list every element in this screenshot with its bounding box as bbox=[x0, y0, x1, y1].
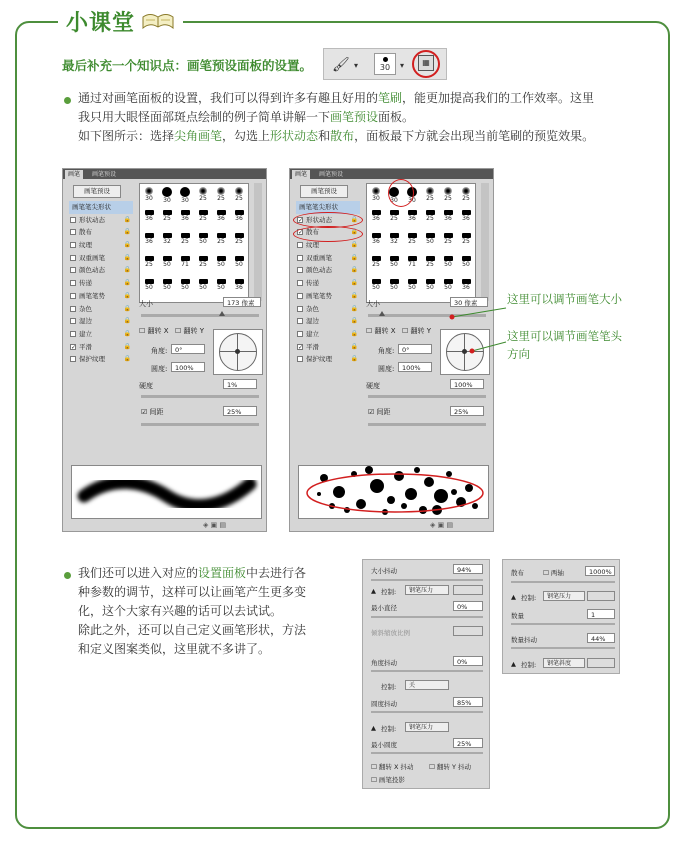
option-label: 传递 bbox=[79, 279, 92, 288]
flipx-jitter-checkbox[interactable]: ☐ 翻转 X 抖动 bbox=[371, 763, 414, 771]
lock-icon[interactable]: 🔒 bbox=[350, 279, 358, 287]
option-label: 形状动态 bbox=[79, 215, 105, 224]
control-select[interactable]: 钢笔压力 bbox=[405, 722, 449, 732]
brush-tip[interactable]: 36 bbox=[403, 209, 421, 226]
brush-option[interactable] bbox=[296, 252, 360, 265]
option-checkbox[interactable] bbox=[70, 356, 76, 362]
option-label: 传递 bbox=[306, 279, 319, 288]
brush-tip[interactable]: 50 bbox=[212, 278, 230, 295]
option-label: 画笔笔尖形状 bbox=[299, 203, 338, 211]
lock-icon[interactable]: 🔒 bbox=[123, 241, 131, 249]
brush-tip[interactable]: 50 bbox=[140, 278, 158, 295]
brush-tip[interactable]: 25 bbox=[367, 255, 385, 272]
brush-tip[interactable]: 25 bbox=[194, 255, 212, 272]
brush-tip[interactable]: 25 bbox=[158, 209, 176, 226]
brush-tip[interactable]: 36 bbox=[457, 278, 475, 295]
warning-icon: ▲ bbox=[511, 660, 516, 668]
size-slider[interactable] bbox=[141, 314, 259, 317]
scatter-label: 散布 bbox=[511, 569, 524, 577]
lock-icon[interactable]: 🔒 bbox=[123, 317, 131, 325]
brush-tip[interactable]: 36 bbox=[140, 232, 158, 249]
brush-tip[interactable]: 30 bbox=[403, 186, 421, 203]
hardness-slider[interactable] bbox=[141, 395, 259, 398]
panel-tab[interactable]: 画笔 bbox=[292, 170, 310, 179]
brush-tip[interactable]: 50 bbox=[439, 278, 457, 295]
flipy-jitter-checkbox[interactable]: ☐ 翻转 Y 抖动 bbox=[429, 763, 472, 771]
min-round-field[interactable]: 25% bbox=[453, 738, 483, 748]
brush-tip[interactable]: 32 bbox=[385, 232, 403, 249]
count-field[interactable]: 1 bbox=[587, 609, 615, 619]
slider-knob[interactable] bbox=[379, 311, 385, 316]
lock-icon[interactable]: 🔒 bbox=[350, 329, 358, 337]
control-select[interactable]: 钢笔斜度 bbox=[543, 658, 585, 668]
book-icon bbox=[141, 12, 175, 32]
tilt-scale-label: 倾斜缩放比例 bbox=[371, 629, 410, 637]
option-label: 保护纹理 bbox=[306, 355, 332, 364]
lock-icon[interactable]: 🔒 bbox=[350, 241, 358, 249]
panel-footer-icons[interactable]: ◈ ▣ ▤ bbox=[203, 521, 227, 529]
roundness-field[interactable]: 100% bbox=[398, 362, 432, 372]
brush-option[interactable] bbox=[69, 353, 133, 366]
brush-tip[interactable]: 50 bbox=[158, 278, 176, 295]
annotation-size: 这里可以调节画笔大小 bbox=[507, 292, 622, 306]
angle-label: 角度: bbox=[378, 347, 395, 355]
annotation-lines bbox=[440, 290, 510, 360]
lock-icon[interactable]: 🔒 bbox=[123, 329, 131, 337]
brush-tip[interactable]: 25 bbox=[194, 186, 212, 203]
panel-tab[interactable]: 画笔 bbox=[65, 170, 83, 179]
tilt-scale-field[interactable] bbox=[453, 626, 483, 636]
brush-tip[interactable]: 25 bbox=[439, 186, 457, 203]
brush-tip[interactable]: 36 bbox=[230, 278, 248, 295]
control-label: 控制: bbox=[521, 594, 537, 602]
both-axes-checkbox[interactable]: ☐ 两轴 bbox=[543, 569, 564, 577]
scatter-panel bbox=[502, 559, 620, 674]
brush-tip[interactable]: 50 bbox=[194, 278, 212, 295]
brush-option[interactable] bbox=[69, 341, 133, 354]
round-jitter-label: 圆度抖动 bbox=[371, 700, 397, 708]
brush-tip[interactable]: 25 bbox=[176, 232, 194, 249]
min-diameter-field[interactable]: 0% bbox=[453, 601, 483, 611]
control-label: 控制: bbox=[381, 683, 397, 691]
lock-icon[interactable]: 🔒 bbox=[123, 266, 131, 274]
brush-tip[interactable]: 50 bbox=[385, 278, 403, 295]
angle-field[interactable]: 0° bbox=[171, 344, 205, 354]
brush-option[interactable] bbox=[296, 303, 360, 316]
brush-preview bbox=[298, 465, 489, 519]
brush-preset-button[interactable]: 画笔预设 bbox=[73, 185, 121, 198]
brush-option[interactable] bbox=[69, 277, 133, 290]
brush-tip[interactable]: 36 bbox=[230, 209, 248, 226]
count-label: 数量 bbox=[511, 612, 524, 620]
option-checkbox[interactable] bbox=[297, 255, 303, 261]
option-checkbox[interactable] bbox=[70, 255, 76, 261]
count-jitter-field[interactable]: 44% bbox=[587, 633, 615, 643]
brush-tip[interactable]: 25 bbox=[212, 186, 230, 203]
brush-tip[interactable]: 25 bbox=[457, 186, 475, 203]
brush-tip[interactable]: 25 bbox=[421, 186, 439, 203]
lead-text: 最后补充一个知识点：画笔预设面板的设置。 bbox=[62, 58, 313, 73]
brush-tip[interactable]: 36 bbox=[439, 209, 457, 226]
highlight-circle bbox=[293, 226, 363, 242]
brush-option[interactable] bbox=[69, 252, 133, 265]
brush-tip[interactable]: 36 bbox=[457, 209, 475, 226]
brush-tip[interactable]: 36 bbox=[176, 209, 194, 226]
size-jitter-label: 大小抖动 bbox=[371, 567, 397, 575]
option-checkbox[interactable] bbox=[70, 242, 76, 248]
brush-tip[interactable]: 50 bbox=[194, 232, 212, 249]
option-checkbox[interactable]: ✓ bbox=[298, 216, 304, 224]
brush-tip-grid bbox=[366, 183, 476, 303]
option-checkbox[interactable] bbox=[70, 267, 76, 273]
size-jitter-field[interactable]: 94% bbox=[453, 564, 483, 574]
brush-preview bbox=[71, 465, 262, 519]
option-label: 保护纹理 bbox=[79, 355, 105, 364]
brush-panel-left bbox=[62, 168, 267, 532]
count-jitter-label: 数量抖动 bbox=[511, 636, 537, 644]
brush-tip-grid bbox=[139, 183, 249, 303]
lock-icon[interactable]: 🔒 bbox=[350, 266, 358, 274]
option-label: 画笔笔势 bbox=[306, 291, 332, 300]
ps-toolbar bbox=[323, 48, 447, 80]
lock-icon[interactable]: 🔒 bbox=[350, 228, 358, 236]
brush-option[interactable] bbox=[296, 277, 360, 290]
brush-size-picker[interactable] bbox=[374, 53, 396, 75]
brush-tip[interactable]: 25 bbox=[439, 232, 457, 249]
brush-tip[interactable]: 25 bbox=[230, 232, 248, 249]
option-checkbox[interactable] bbox=[297, 242, 303, 248]
option-label: 散布 bbox=[79, 228, 92, 237]
roundness-field[interactable]: 100% bbox=[171, 362, 205, 372]
chevron-down-icon[interactable]: ▾ bbox=[354, 61, 359, 70]
brush-preset-button[interactable]: 画笔预设 bbox=[300, 185, 348, 198]
warning-icon: ▲ bbox=[511, 593, 516, 601]
brush-tip[interactable]: 25 bbox=[230, 186, 248, 203]
brush-option[interactable] bbox=[296, 353, 360, 366]
angle-jitter-field[interactable]: 0% bbox=[453, 656, 483, 666]
min-round-label: 最小圆度 bbox=[371, 741, 397, 749]
option-checkbox[interactable]: ✓ bbox=[298, 229, 304, 237]
brush-tip[interactable]: 50 bbox=[212, 255, 230, 272]
panel-tab[interactable]: 画笔预设 bbox=[92, 171, 117, 178]
option-label: 散布 bbox=[306, 228, 319, 237]
spacing-field[interactable]: 25% bbox=[223, 406, 257, 416]
option-label: 双重画笔 bbox=[306, 253, 332, 262]
brush-tip[interactable]: 36 bbox=[367, 232, 385, 249]
option-label: 双重画笔 bbox=[79, 253, 105, 262]
lock-icon[interactable]: 🔒 bbox=[350, 342, 358, 350]
option-label: 颜色动态 bbox=[79, 266, 105, 275]
brush-option[interactable] bbox=[69, 214, 133, 227]
section-header bbox=[58, 6, 183, 37]
brush-proj-checkbox[interactable]: ☐ 画笔投影 bbox=[371, 776, 405, 784]
brush-tip[interactable]: 25 bbox=[385, 209, 403, 226]
flipx-checkbox[interactable]: ☐ 翻转 X bbox=[366, 327, 396, 335]
lock-icon[interactable]: 🔒 bbox=[350, 304, 358, 312]
spacing-field[interactable]: 25% bbox=[450, 406, 484, 416]
brush-option[interactable] bbox=[69, 290, 133, 303]
brush-tip[interactable]: 50 bbox=[385, 255, 403, 272]
spacing-slider[interactable] bbox=[141, 423, 259, 426]
hardness-label: 硬度 bbox=[366, 382, 380, 390]
size-label: 大小 bbox=[139, 300, 153, 308]
scrollbar[interactable] bbox=[254, 183, 262, 301]
annotation-angle: 这里可以调节画笔笔头 方向 bbox=[507, 329, 622, 361]
highlight-circle bbox=[388, 179, 414, 207]
flipx-checkbox[interactable]: ☐ 翻转 X bbox=[139, 327, 169, 335]
control-field[interactable] bbox=[587, 591, 615, 601]
panel-tab[interactable]: 画笔预设 bbox=[319, 171, 344, 178]
bullet bbox=[64, 97, 71, 104]
roundness-label: 圆度: bbox=[151, 365, 168, 373]
brush-tip[interactable]: 25 bbox=[140, 255, 158, 272]
brush-option[interactable] bbox=[296, 264, 360, 277]
slider-knob[interactable] bbox=[219, 311, 225, 316]
spacing-checkbox[interactable]: ☑ 间距 bbox=[141, 408, 164, 416]
hardness-field[interactable]: 100% bbox=[450, 379, 484, 389]
lock-icon[interactable]: 🔒 bbox=[123, 342, 131, 350]
option-label: 平滑 bbox=[79, 342, 92, 351]
paragraph-2: 我们还可以进入对应的设置面板中去进行各 种参数的调节，这样可以让画笔产生更多变 化，这个大家有兴趣的话可以去试试。 除此之外，还可以自己定义画笔形状，方法 和定义图案类似，这里就不多讲了。 bbox=[78, 566, 307, 656]
brush-tip[interactable]: 50 bbox=[230, 255, 248, 272]
brush-option[interactable] bbox=[69, 201, 133, 214]
brush-panel-toggle-icon[interactable]: ▦ bbox=[418, 55, 434, 71]
brush-tip[interactable]: 71 bbox=[403, 255, 421, 272]
spacing-checkbox[interactable]: ☑ 间距 bbox=[368, 408, 391, 416]
brush-tip[interactable]: 50 bbox=[439, 255, 457, 272]
brush-tip[interactable]: 50 bbox=[421, 278, 439, 295]
angle-field[interactable]: 0° bbox=[398, 344, 432, 354]
brush-option[interactable] bbox=[69, 226, 133, 239]
brush-option[interactable] bbox=[69, 328, 133, 341]
lock-icon[interactable]: 🔒 bbox=[123, 279, 131, 287]
option-label: 画笔笔势 bbox=[79, 291, 105, 300]
panel-footer-icons[interactable]: ◈ ▣ ▤ bbox=[430, 521, 454, 529]
brush-tip[interactable]: 36 bbox=[212, 209, 230, 226]
brush-tip[interactable]: 32 bbox=[158, 232, 176, 249]
hardness-slider[interactable] bbox=[368, 395, 486, 398]
brush-option[interactable] bbox=[296, 315, 360, 328]
brush-tip[interactable]: 50 bbox=[403, 278, 421, 295]
control-select[interactable]: 钢笔压力 bbox=[543, 591, 585, 601]
brush-option[interactable] bbox=[296, 290, 360, 303]
control-label: 控制: bbox=[381, 725, 397, 733]
option-label: 形状动态 bbox=[306, 215, 332, 224]
angle-label: 角度: bbox=[151, 347, 168, 355]
brush-tip[interactable]: 25 bbox=[421, 209, 439, 226]
brush-tip[interactable]: 36 bbox=[140, 209, 158, 226]
brush-tip[interactable]: 71 bbox=[176, 255, 194, 272]
option-label: 杂色 bbox=[306, 304, 319, 313]
brush-tip[interactable]: 30 bbox=[140, 186, 158, 203]
option-label: 建立 bbox=[306, 329, 319, 338]
option-label: 纹理 bbox=[306, 241, 319, 250]
brush-tip[interactable]: 30 bbox=[176, 186, 194, 203]
control-field[interactable] bbox=[453, 585, 483, 595]
highlight-circle bbox=[412, 50, 440, 78]
brush-tip[interactable]: 36 bbox=[367, 209, 385, 226]
option-checkbox[interactable]: ✓ bbox=[71, 343, 77, 351]
brush-option[interactable] bbox=[296, 341, 360, 354]
brush-option[interactable] bbox=[69, 315, 133, 328]
lock-icon[interactable]: 🔒 bbox=[350, 215, 358, 223]
option-checkbox[interactable] bbox=[70, 229, 76, 235]
min-diameter-label: 最小直径 bbox=[371, 604, 397, 612]
scatter-field[interactable]: 1000% bbox=[585, 566, 615, 576]
round-jitter-field[interactable]: 85% bbox=[453, 697, 483, 707]
roundness-label: 圆度: bbox=[378, 365, 395, 373]
option-label: 平滑 bbox=[306, 342, 319, 351]
paragraph-1: 通过对画笔面板的设置，我们可以得到许多有趣且好用的笔刷，能更加提高我们的工作效率。这里 我只用大眼怪面部斑点绘制的例子简单讲解一下画笔预设面板。 如下图所示：选择尖角画笔，勾选上形状动态和散布，面板最下方就会出现当前笔刷的预览效果。 bbox=[78, 91, 595, 143]
shape-dynamics-panel bbox=[362, 559, 490, 789]
brush-tip[interactable]: 25 bbox=[194, 209, 212, 226]
brush-tip[interactable]: 25 bbox=[421, 255, 439, 272]
brush-tip[interactable]: 25 bbox=[457, 232, 475, 249]
control-label: 控制: bbox=[381, 588, 397, 596]
option-label: 画笔笔尖形状 bbox=[72, 203, 111, 211]
flipy-checkbox[interactable]: ☐ 翻转 Y bbox=[402, 327, 432, 335]
option-label: 杂色 bbox=[79, 304, 92, 313]
brush-tip[interactable]: 30 bbox=[367, 186, 385, 203]
lock-icon[interactable]: 🔒 bbox=[123, 253, 131, 261]
brush-size-value: 30 bbox=[379, 63, 391, 72]
brush-option[interactable] bbox=[296, 328, 360, 341]
scrollbar[interactable] bbox=[481, 183, 489, 301]
brush-tip[interactable]: 50 bbox=[457, 255, 475, 272]
bullet bbox=[64, 572, 71, 579]
option-checkbox[interactable] bbox=[297, 293, 303, 299]
lock-icon[interactable]: 🔒 bbox=[350, 317, 358, 325]
option-label: 建立 bbox=[79, 329, 92, 338]
option-checkbox[interactable] bbox=[297, 331, 303, 337]
brush-tip[interactable]: 25 bbox=[403, 232, 421, 249]
angle-jitter-label: 角度抖动 bbox=[371, 659, 397, 667]
spacing-slider[interactable] bbox=[368, 423, 486, 426]
option-label: 湿边 bbox=[79, 317, 92, 326]
lock-icon[interactable]: 🔒 bbox=[350, 291, 358, 299]
lock-icon[interactable]: 🔒 bbox=[123, 304, 131, 312]
brush-tip[interactable]: 50 bbox=[421, 232, 439, 249]
angle-wheel[interactable] bbox=[213, 329, 263, 375]
size-field[interactable]: 173 像素 bbox=[223, 297, 261, 307]
brush-tip[interactable]: 50 bbox=[367, 278, 385, 295]
control-select[interactable]: 关 bbox=[405, 680, 449, 690]
option-checkbox[interactable] bbox=[70, 331, 76, 337]
hardness-label: 硬度 bbox=[139, 382, 153, 390]
option-checkbox[interactable] bbox=[70, 293, 76, 299]
option-checkbox[interactable] bbox=[297, 356, 303, 362]
brush-tip[interactable]: 50 bbox=[176, 278, 194, 295]
option-checkbox[interactable] bbox=[70, 280, 76, 286]
brush-tip[interactable]: 50 bbox=[158, 255, 176, 272]
option-checkbox[interactable] bbox=[297, 306, 303, 312]
option-checkbox[interactable] bbox=[297, 280, 303, 286]
option-checkbox[interactable] bbox=[70, 318, 76, 324]
chevron-down-icon[interactable]: ▾ bbox=[400, 61, 405, 70]
flipy-checkbox[interactable]: ☐ 翻转 Y bbox=[175, 327, 205, 335]
option-label: 湿边 bbox=[306, 317, 319, 326]
option-checkbox[interactable] bbox=[297, 267, 303, 273]
brush-option[interactable] bbox=[69, 303, 133, 316]
brush-option-list bbox=[69, 201, 133, 447]
section-title: 小课堂 bbox=[66, 11, 136, 36]
control-field[interactable] bbox=[587, 658, 615, 668]
option-checkbox[interactable] bbox=[70, 306, 76, 312]
option-checkbox[interactable]: ✓ bbox=[298, 343, 304, 351]
size-field[interactable]: 30 像素 bbox=[450, 297, 488, 307]
lock-icon[interactable]: 🔒 bbox=[123, 291, 131, 299]
control-label: 控制: bbox=[521, 661, 537, 669]
lock-icon[interactable]: 🔒 bbox=[123, 228, 131, 236]
lock-icon[interactable]: 🔒 bbox=[123, 355, 131, 363]
lock-icon[interactable]: 🔒 bbox=[350, 355, 358, 363]
size-label: 大小 bbox=[366, 300, 380, 308]
brush-tool-icon[interactable]: 🖌 bbox=[332, 57, 350, 73]
option-checkbox[interactable] bbox=[70, 217, 76, 223]
brush-tip[interactable]: 30 bbox=[385, 186, 403, 203]
option-label: 纹理 bbox=[79, 241, 92, 250]
brush-option[interactable] bbox=[69, 239, 133, 252]
control-select[interactable]: 钢笔压力 bbox=[405, 585, 449, 595]
brush-tip[interactable]: 30 bbox=[158, 186, 176, 203]
option-label: 颜色动态 bbox=[306, 266, 332, 275]
hardness-field[interactable]: 1% bbox=[223, 379, 257, 389]
brush-option[interactable] bbox=[69, 264, 133, 277]
lock-icon[interactable]: 🔒 bbox=[123, 215, 131, 223]
warning-icon: ▲ bbox=[371, 724, 376, 732]
lock-icon[interactable]: 🔒 bbox=[350, 253, 358, 261]
warning-icon: ▲ bbox=[371, 587, 376, 595]
option-checkbox[interactable] bbox=[297, 318, 303, 324]
brush-tip[interactable]: 25 bbox=[212, 232, 230, 249]
